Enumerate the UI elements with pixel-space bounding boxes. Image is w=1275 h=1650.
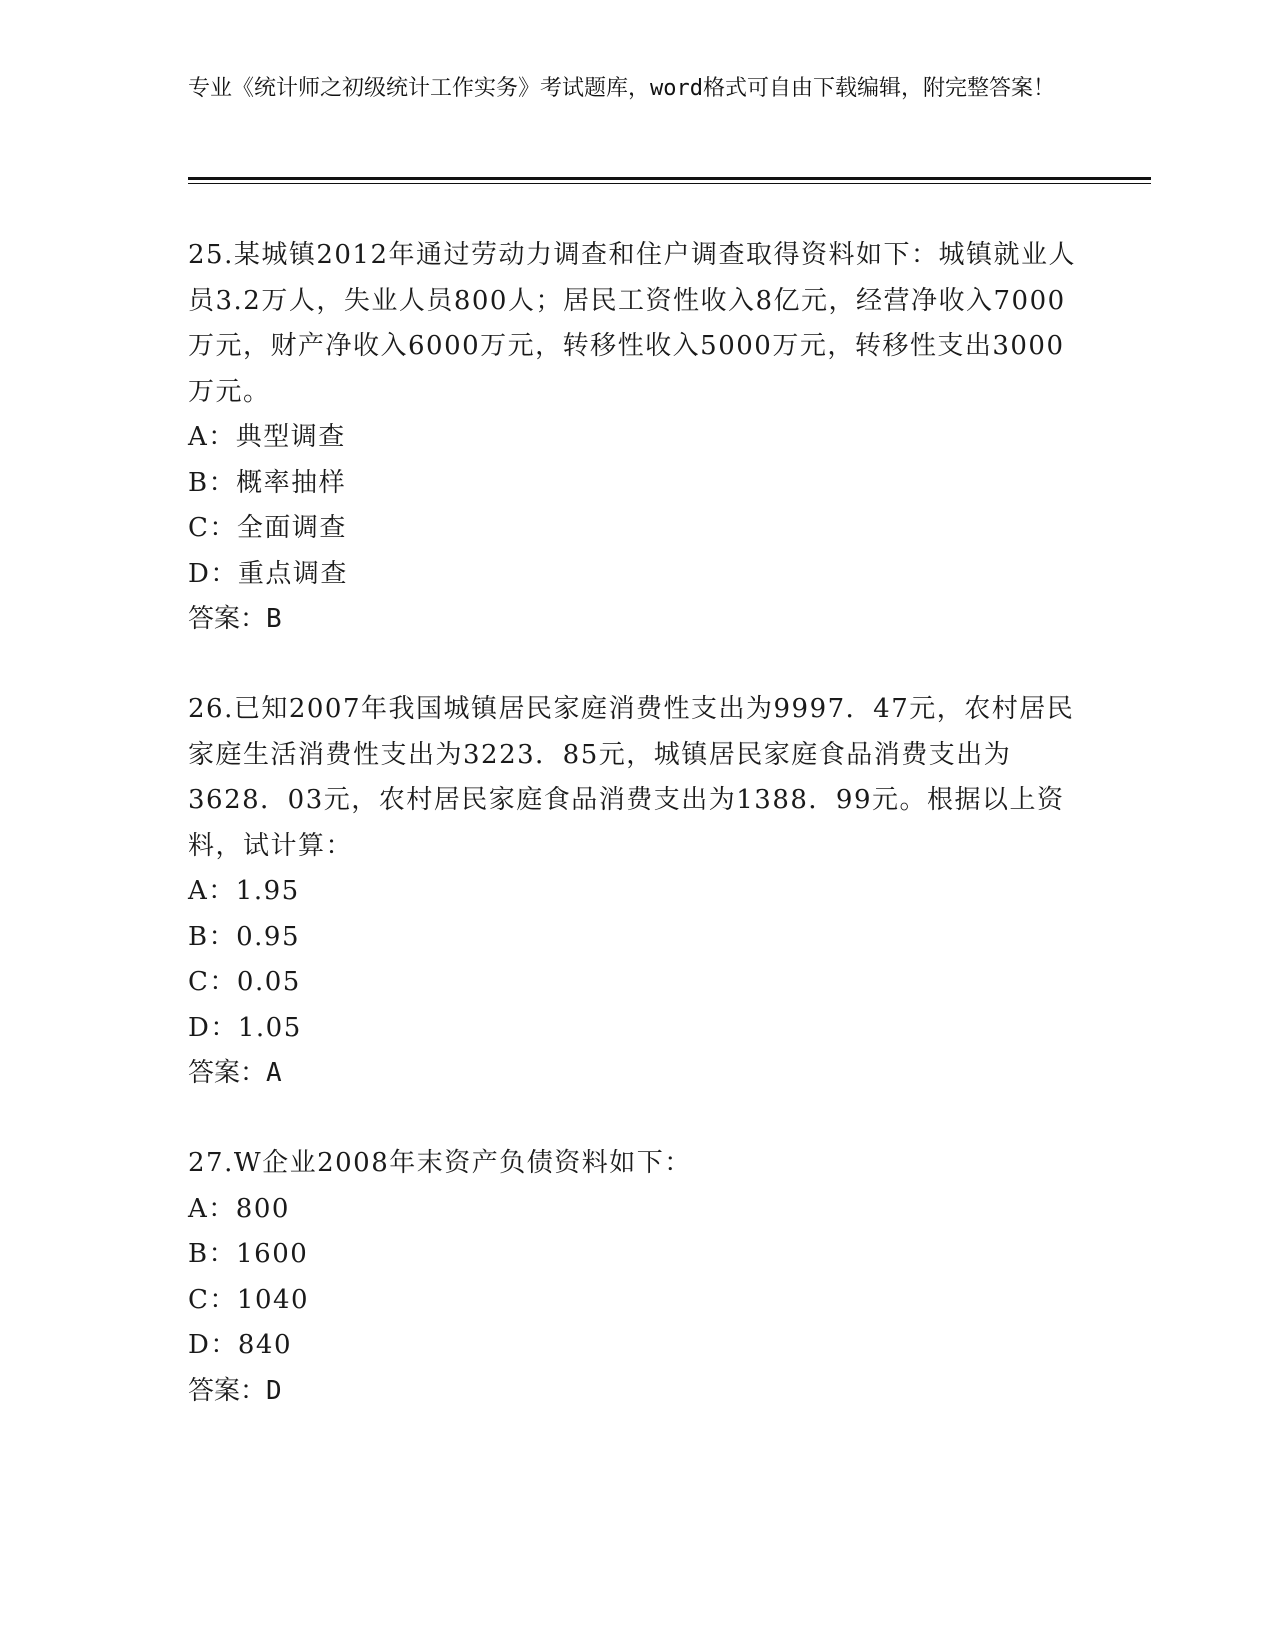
option-c	[188, 506, 1078, 552]
question-stem: 26.已知2007年我国城镇居民家庭消费性支出为9997．47元，农村居民家庭生活消费性支出为3223．85元，城镇居民家庭食品消费支出为3628．03元，农村居民家庭食品消费支出为1388．99元。根据以上资料，试计算：	[188, 694, 1075, 861]
answer-line: 答案：D	[188, 1375, 282, 1406]
question-27	[188, 1141, 1078, 1414]
option-key: D：	[188, 1012, 238, 1043]
option-b	[188, 461, 1078, 507]
option-text: 0.95	[236, 921, 300, 952]
option-key: D：	[188, 1330, 238, 1360]
question-stem: 27.W企业2008年末资产负债资料如下：	[188, 1148, 692, 1178]
question-26	[188, 687, 1078, 1097]
option-key: A：	[188, 1193, 236, 1224]
option-text: 重点调查	[237, 558, 348, 589]
option-key: B：	[188, 1239, 237, 1269]
option-key: B：	[188, 921, 237, 952]
option-key: C：	[188, 513, 237, 543]
option-text: 全面调查	[236, 513, 347, 543]
option-key: A：	[188, 422, 236, 452]
option-key: A：	[188, 876, 236, 906]
option-key: D：	[188, 558, 238, 589]
option-text: 1.95	[235, 876, 300, 906]
option-key: B：	[188, 467, 237, 498]
option-c	[188, 960, 1078, 1006]
option-b	[188, 915, 1078, 961]
option-text: 典型调查	[235, 422, 346, 452]
answer-line: 答案：B	[188, 604, 282, 634]
option-a	[188, 415, 1078, 461]
option-a	[188, 869, 1078, 915]
option-text: 1040	[236, 1284, 310, 1315]
answer-line: 答案：A	[188, 1058, 282, 1088]
header-divider-thin	[188, 183, 1151, 184]
question-25	[188, 233, 1078, 643]
option-d	[188, 552, 1078, 598]
question-stem: 25.某城镇2012年通过劳动力调查和住户调查取得资料如下：城镇就业人员3.2万人，失业人员800人；居民工资性收入8亿元，经营净收入7000万元，财产净收入6000万元，转移性收入5000万元，转移性支出3000万元。	[188, 240, 1077, 407]
option-text: 概率抽样	[236, 467, 347, 498]
option-c	[188, 1278, 1078, 1324]
option-text: 840	[237, 1330, 292, 1360]
option-text: 1.05	[237, 1012, 302, 1043]
option-d	[188, 1006, 1078, 1052]
option-a	[188, 1187, 1078, 1233]
header-divider-thick	[188, 177, 1151, 180]
option-text: 0.05	[236, 967, 301, 997]
option-d	[188, 1323, 1078, 1369]
option-text: 800	[235, 1193, 290, 1224]
option-key: C：	[188, 1284, 237, 1315]
option-text: 1600	[236, 1239, 309, 1269]
option-b	[188, 1232, 1078, 1278]
option-key: C：	[188, 967, 237, 997]
page-header: 专业《统计师之初级统计工作实务》考试题库，word格式可自由下载编辑，附完整答案！	[188, 76, 1055, 101]
